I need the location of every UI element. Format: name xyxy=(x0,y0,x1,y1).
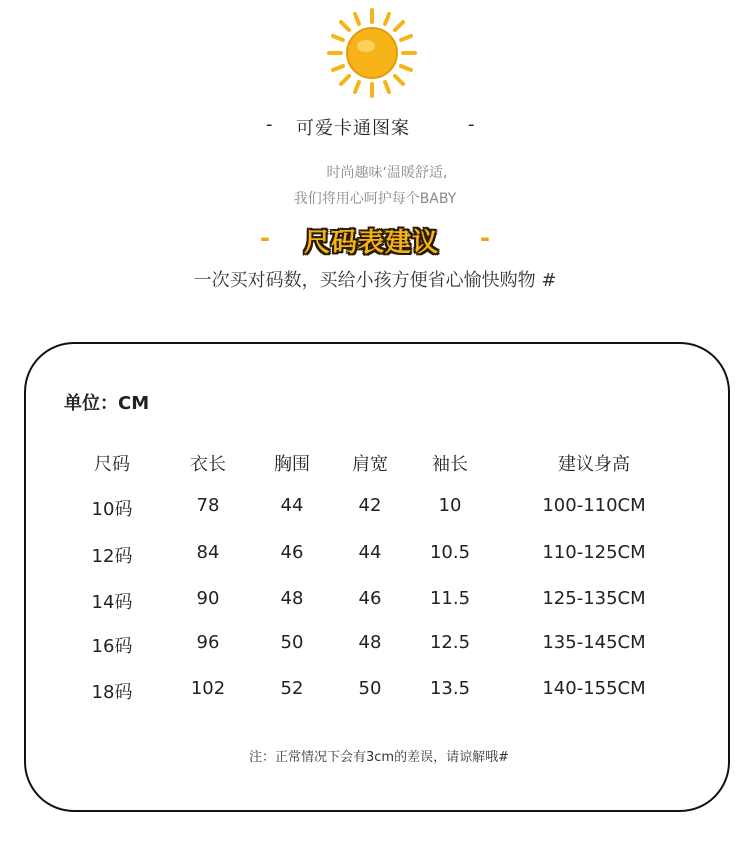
unit-label: 单位：CM xyxy=(64,393,150,414)
table-cell: 50 xyxy=(280,632,304,653)
table-cell: 90 xyxy=(196,588,220,609)
table-cell: 48 xyxy=(280,588,304,609)
header-dash-left: - xyxy=(266,114,273,135)
table-cell: 96 xyxy=(196,632,220,653)
table-cell: 11.5 xyxy=(429,588,471,609)
table-cell: 10.5 xyxy=(429,542,471,563)
title-dash-left: - xyxy=(260,224,270,252)
table-cell: 100-110CM xyxy=(542,495,646,516)
table-cell: 125-135CM xyxy=(542,588,646,609)
title-dash-right: - xyxy=(480,224,490,252)
table-cell: 48 xyxy=(358,632,382,653)
slogan: 一次买对码数，买给小孩方便省心愉快购物 # xyxy=(193,270,557,291)
column-header: 建议身高 xyxy=(558,454,630,475)
table-cell: 52 xyxy=(280,678,304,699)
title-row xyxy=(0,222,750,258)
table-cell: 135-145CM xyxy=(542,632,646,653)
table-cell: 102 xyxy=(190,678,226,699)
table-note: 注：正常情况下会有3cm的差误，请谅解哦# xyxy=(249,750,509,765)
column-header: 肩宽 xyxy=(352,454,388,475)
table-cell: 44 xyxy=(280,495,304,516)
table-cell: 12.5 xyxy=(429,632,471,653)
table-cell: 18码 xyxy=(91,682,133,703)
header-row xyxy=(0,114,750,138)
sun-icon xyxy=(325,6,419,100)
table-cell: 10码 xyxy=(91,499,133,520)
column-header: 尺码 xyxy=(94,454,130,475)
size-table-card xyxy=(24,342,730,812)
table-cell: 10 xyxy=(438,495,462,516)
table-cell: 84 xyxy=(196,542,220,563)
table-cell: 46 xyxy=(280,542,304,563)
table-cell: 46 xyxy=(358,588,382,609)
table-cell: 16码 xyxy=(91,636,133,657)
column-header: 衣长 xyxy=(190,454,226,475)
tagline-line-2: 我们将用心呵护每个BABY xyxy=(293,191,457,207)
table-cell: 42 xyxy=(358,495,382,516)
header-dash-right: - xyxy=(468,114,475,135)
table-cell: 14码 xyxy=(91,592,133,613)
table-cell: 140-155CM xyxy=(542,678,646,699)
table-cell: 12码 xyxy=(91,546,133,567)
table-cell: 78 xyxy=(196,495,220,516)
table-cell: 50 xyxy=(358,678,382,699)
header-subtitle: 可爱卡通图案 xyxy=(296,118,410,139)
column-header: 胸围 xyxy=(274,454,310,475)
column-header: 袖长 xyxy=(432,454,468,475)
table-cell: 110-125CM xyxy=(542,542,646,563)
table-cell: 44 xyxy=(358,542,382,563)
table-cell: 13.5 xyxy=(429,678,471,699)
tagline-line-1: 时尚趣味‘温暖舒适, xyxy=(326,165,448,181)
page-title: 尺码表建议 xyxy=(304,228,440,258)
